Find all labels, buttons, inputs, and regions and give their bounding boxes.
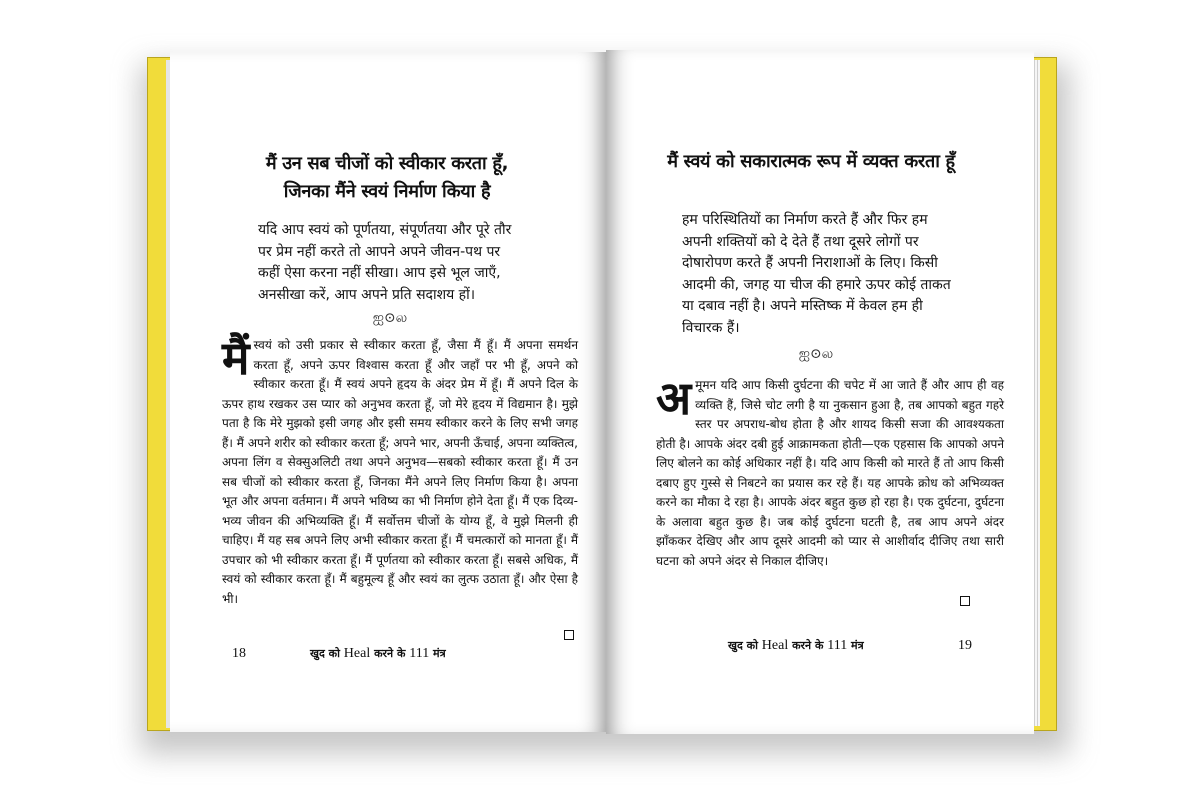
right-page (606, 50, 1034, 734)
right-footer-number: 111 (827, 638, 848, 653)
right-ornament: ஐ⊙ல (798, 346, 834, 362)
left-running-footer (310, 646, 446, 662)
left-footer-part: मंत्र (429, 647, 446, 660)
right-end-mark-icon (960, 596, 970, 606)
left-footer-latin: Heal (343, 646, 371, 661)
right-running-footer (728, 638, 864, 654)
left-page (170, 52, 606, 732)
left-title-line-2: जिनका मैंने स्वयं निर्माण किया है (283, 181, 491, 202)
left-footer-part: खुद को (310, 647, 344, 660)
right-dropcap: अ (656, 371, 692, 425)
left-ornament: ஐ⊙ல (372, 310, 408, 326)
left-body-paragraph: स्वयं को उसी प्रकार से स्वीकार करता हूँ, जैसा मैं हूँ। मैं अपना समर्थन करता हूँ, अपने ऊपर विश्वास करता हूँ और जहाँ पर भी हूँ, अपने को स्वीकार करता हूँ। मैं स्वयं अपने हृदय के अंदर प्रेम में हूँ। मैं अपने दिल के ऊपर हाथ रखकर उस प्यार को अनुभव करता हूँ, जो मेरे हृदय में विद्यमान है। मुझे पता है कि मेरे मुझको इसी जगह और इसी समय स्वीकार करने के लिए सभी जगह हैं। मैं अपने शरीर को स्वीकार करता हूँ; अपने भार, अपनी ऊँचाई, अपना व्यक्तित्व, अपना लिंग व सेक्सुअलिटी तथा अपने अनुभव—सबको स्वीकार करता हूँ। मैं उन सब चीजों को स्वीकार करता हूँ, जिनका मैंने अपने लिए निर्माण किया है। अपना भूत और अपना वर्तमान। मैं अपने भविष्य का भी निर्माण होने देता हूँ। मैं एक दिव्य-भव्य जीवन की अभिव्यक्ति हूँ। मैं सर्वोत्तम चीजों के योग्य हूँ, वे मुझे मिलनी ही चाहिए। मैं यह सब अपने लिए अभी स्वीकार करता हूँ। मैं चमत्कारों को मानता हूँ। मैं उपचार को भी स्वीकार करता हूँ। मैं पूर्णतया को स्वीकार करता हूँ। सबसे अधिक, मैं स्वयं को स्वीकार करता हूँ। मैं बहुमूल्य हूँ और स्वयं का लुत्फ उठाता हूँ। और ऐसा है भी। (222, 338, 578, 606)
left-body-text (222, 331, 578, 609)
right-body-paragraph: मूमन यदि आप किसी दुर्घटना की चपेट में आ जाते हैं और आप ही वह व्यक्ति हैं, जिसे चोट लगी है या नुकसान हुआ है, तब आपको बहुत गहरे स्तर पर अपराध-बोध होता है और शायद किसी सजा की आवश्यकता होती है। आपके अंदर दबी हुई आक्रामकता होती—एक एहसास कि आपको अपने लिए बोलने का कोई अधिकार नहीं है। यदि आप किसी को मारते हैं तो आप किसी दबाए हुए गुस्से से निबटने का प्रयास कर रहे हैं। यह आपके क्रोध को अभिव्यक्त करने का मौका दे रहा है। आपके अंदर बहुत कुछ हो रहा है। एक दुर्घटना, दुर्घटना के अलावा बहुत कुछ है। जब कोई दुर्घटना घटती है, तब आप अपने अंदर झाँककर देखिए और आप दूसरे आदमी को प्यार से आशीर्वाद दीजिए तथा सारी घटना को अपने अंदर से निकाल दीजिए। (656, 378, 1004, 568)
right-footer-part: करने के (788, 639, 828, 652)
left-footer-number: 111 (409, 646, 430, 661)
right-page-title: मैं स्वयं को सकारात्मक रूप में व्यक्त करता हूँ (667, 151, 955, 172)
left-footer-part: करने के (370, 647, 410, 660)
right-body-text (656, 371, 1004, 571)
left-end-mark-icon (564, 630, 574, 640)
right-page-number: 19 (958, 638, 972, 653)
left-intro-paragraph: यदि आप स्वयं को पूर्णतया, संपूर्णतया और पूरे तौर पर प्रेम नहीं करते तो आपने अपने जीवन-पथ पर कहीं ऐसा करना नहीं सीखा। आप इसे भूल जाएँ, अनसीखा करें, आप अपने प्रति सदाशय हों। (258, 222, 512, 303)
right-intro-paragraph: हम परिस्थितियों का निर्माण करते हैं और फिर हम अपनी शक्तियों को दे देते हैं तथा दूसरे लोगों पर दोषारोपण करते हैं अपनी निराशाओं के लिए। किसी आदमी की, जगह या चीज की हमारे ऊपर कोई ताकत या दबाव नहीं है। अपने मस्तिष्क में केवल हम ही विचारक हैं। (682, 212, 951, 336)
left-page-title (232, 150, 542, 206)
right-footer-part: मंत्र (847, 639, 864, 652)
right-footer-part: खुद को (728, 639, 762, 652)
left-title-line-1: मैं उन सब चीजों को स्वीकार करता हूँ, (265, 153, 509, 174)
left-page-number: 18 (232, 646, 246, 661)
right-footer-latin: Heal (761, 638, 789, 653)
left-dropcap: मैं (222, 331, 250, 385)
